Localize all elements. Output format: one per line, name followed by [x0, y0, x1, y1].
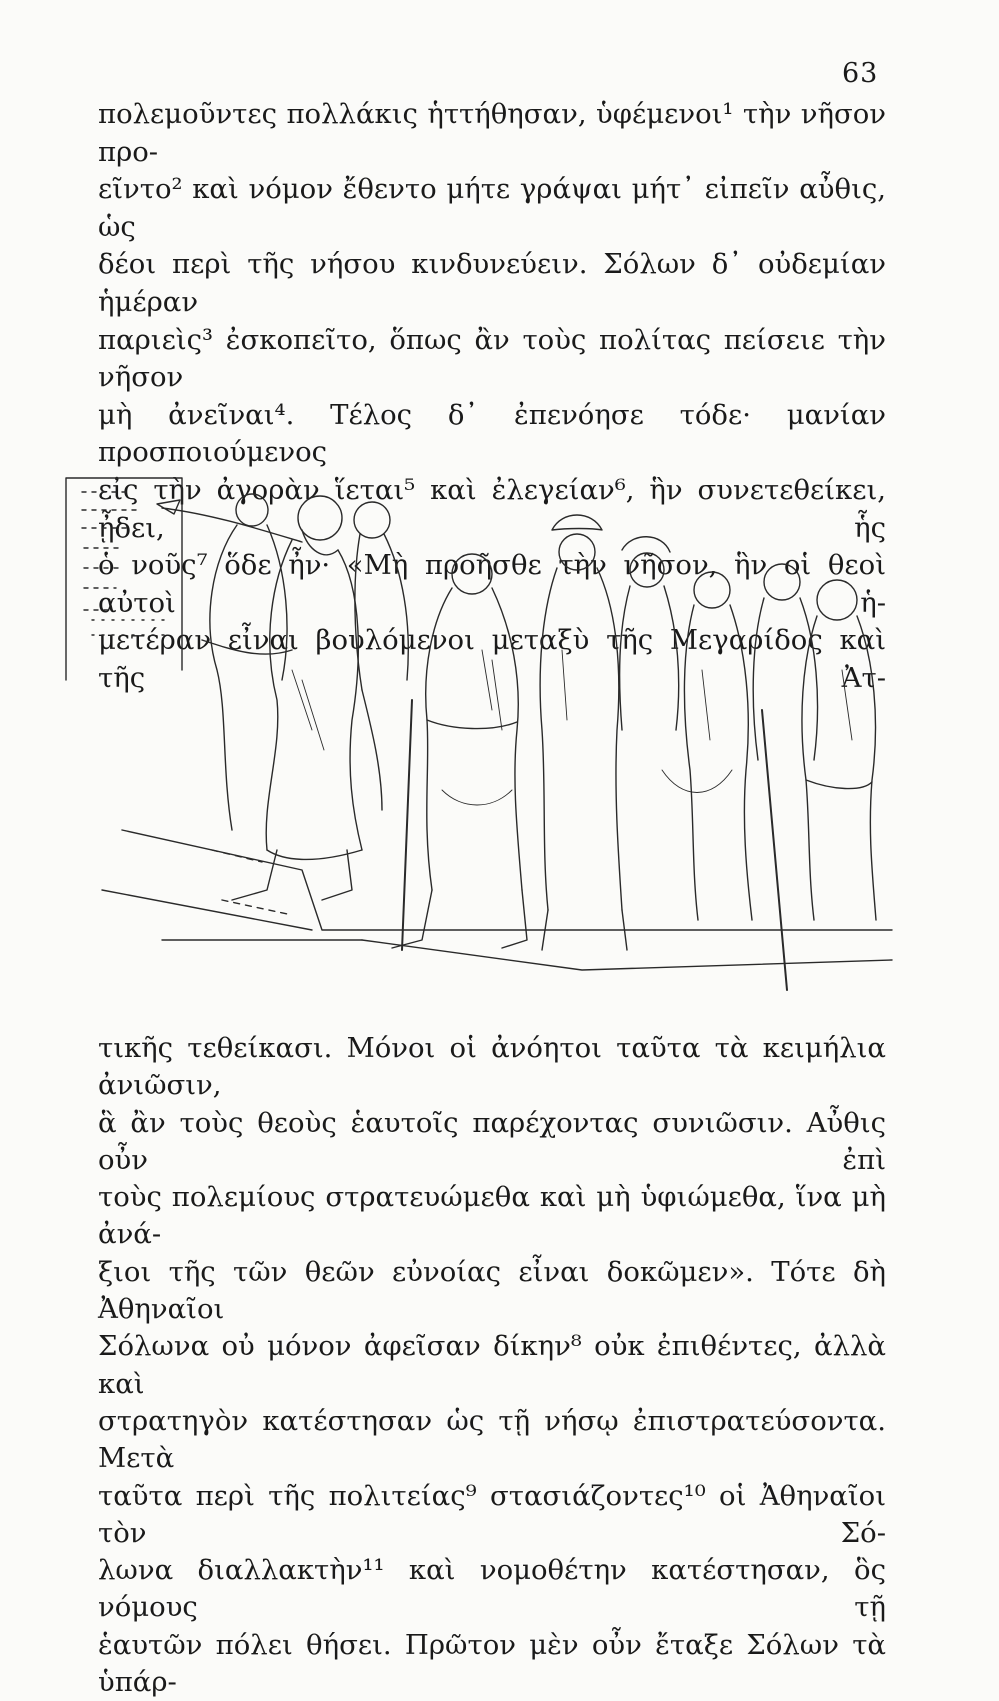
text-line: εἰς τὴν ἀγορὰν ἵεται⁵ καὶ ἐλεγείαν⁶, ἣν συνετεθείκει, ᾖδει, ἧς	[98, 473, 886, 544]
text-line: εῖντο² καὶ νόμον ἔθεντο μήτε γράψαι μήτ᾽ εἰπεῖν αὖθις, ὡς	[98, 173, 886, 243]
text-line: μὴ ἀνεῖναι⁴. Τέλος δ᾽ ἐπενόησε τόδε· μανίαν προσποιούμενος	[98, 398, 886, 469]
paragraph-bottom	[98, 1030, 886, 1701]
text-line: ὁ νοῦς⁷ ὅδε ἦν· «Μὴ προῆσθε τὴν νῆσον, ἣν οἱ θεοὶ αὐτοὶ ἡ-	[98, 549, 886, 619]
text-line: δέοι περὶ τῆς νήσου κινδυνεύειν. Σόλων δ᾽ οὐδεμίαν ἡμέραν	[98, 248, 886, 318]
engraving-solon-agora-crowd-icon	[62, 470, 894, 1018]
text-line: λωνα διαλλακτὴν¹¹ καὶ νομοθέτην κατέστησαν, ὃς νόμους τῇ	[98, 1554, 886, 1624]
text-line: ἃ ἂν τοὺς θεοὺς ἑαυτοῖς παρέχοντας συνιῶσιν. Αὖθις οὖν ἐπὶ	[98, 1106, 886, 1176]
text-line: Σόλωνα οὐ μόνον ἀφεῖσαν δίκην⁸ οὐκ ἐπιθέντες, ἀλλὰ καὶ	[98, 1330, 886, 1400]
text-line: μετέραν εἶναι βουλόμενοι μεταξὺ τῆς Μεγαρίδος καὶ τῆς Ἀτ-	[98, 624, 886, 694]
text-line: στρατηγὸν κατέστησαν ὡς τῇ νήσῳ ἐπιστρατεύσοντα. Μετὰ	[98, 1404, 886, 1475]
text-line: τοὺς πολεμίους στρατευώμεθα καὶ μὴ ὑφιώμεθα, ἵνα μὴ ἀνά-	[98, 1181, 886, 1251]
page-number: 63	[842, 58, 879, 89]
text-line: ταῦτα περὶ τῆς πολιτείας⁹ στασιάζοντες¹⁰ οἱ Ἀθηναῖοι τὸν Σό-	[98, 1479, 886, 1549]
text-line: πολεμοῦντες πολλάκις ἡττήθησαν, ὑφέμενοι¹ τὴν νῆσον προ-	[98, 98, 886, 168]
text-line: ἑαυτῶν πόλει θήσει. Πρῶτον μὲν οὖν ἔταξε Σόλων τὰ ὑπάρ-	[98, 1628, 886, 1699]
text-line: τικῆς τεθείκασι. Μόνοι οἱ ἀνόητοι ταῦτα τὰ κειμήλια ἀνιῶσιν,	[98, 1032, 886, 1102]
text-line: ξιοι τῆς τῶν θεῶν εὐνοίας εἶναι δοκῶμεν». Τότε δὴ Ἀθηναῖοι	[98, 1255, 886, 1326]
text-line: παριεὶς³ ἐσκοπεῖτο, ὅπως ἂν τοὺς πολίτας πείσειε τὴν νῆσον	[98, 323, 886, 394]
illustration	[62, 470, 894, 1018]
